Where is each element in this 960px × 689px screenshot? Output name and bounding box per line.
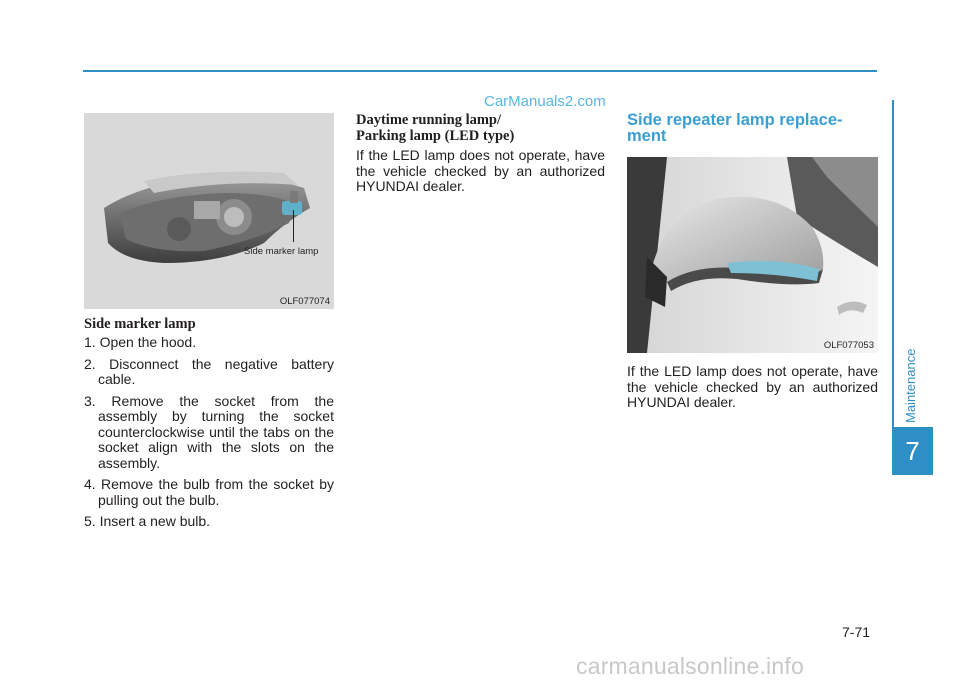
- side-tab-line: [892, 100, 894, 475]
- page-number: 7-71: [842, 624, 871, 640]
- side-marker-steps: [84, 335, 334, 536]
- drl-heading-line2: Parking lamp (LED type): [356, 128, 515, 144]
- drl-body: If the LED lamp does not operate, have the vehicle checked by an authorized HYUNDAI dealer.: [356, 147, 605, 194]
- watermark-bottom: carmanualsonline.info: [576, 653, 804, 679]
- drl-heading-line1: Daytime running lamp/: [356, 112, 502, 128]
- chapter-number-tab: 7: [892, 427, 933, 475]
- step-item: 3. Remove the socket from the assembly by turning the socket counterclockwise until the tabs on the socket align with the slots on the assembly.: [84, 392, 334, 471]
- step-item: 4. Remove the bulb from the socket by pulling out the bulb.: [84, 476, 334, 508]
- watermark-top: CarManuals2.com: [484, 93, 606, 110]
- top-rule: [83, 70, 877, 72]
- step-item: 2. Disconnect the negative battery cable.: [84, 355, 334, 387]
- side-marker-callout: Side marker lamp: [244, 246, 319, 257]
- step-item: 5. Insert a new bulb.: [84, 513, 211, 529]
- figure-code: OLF077053: [823, 340, 874, 351]
- callout-line: [293, 210, 294, 242]
- figure-code: OLF077074: [279, 296, 330, 307]
- mirror-figure: [627, 157, 878, 353]
- repeater-body: If the LED lamp does not operate, have the vehicle checked by an authorized HYUNDAI dealer.: [627, 363, 878, 410]
- mirror-illustration: [627, 157, 878, 353]
- headlamp-figure: [84, 113, 334, 309]
- repeater-heading: Side repeater lamp replace-ment: [627, 111, 843, 145]
- headlamp-illustration: [84, 113, 334, 309]
- step-item: 1. Open the hood.: [84, 334, 197, 350]
- section-tab-label: Maintenance: [903, 348, 918, 423]
- side-marker-heading: Side marker lamp: [84, 316, 196, 332]
